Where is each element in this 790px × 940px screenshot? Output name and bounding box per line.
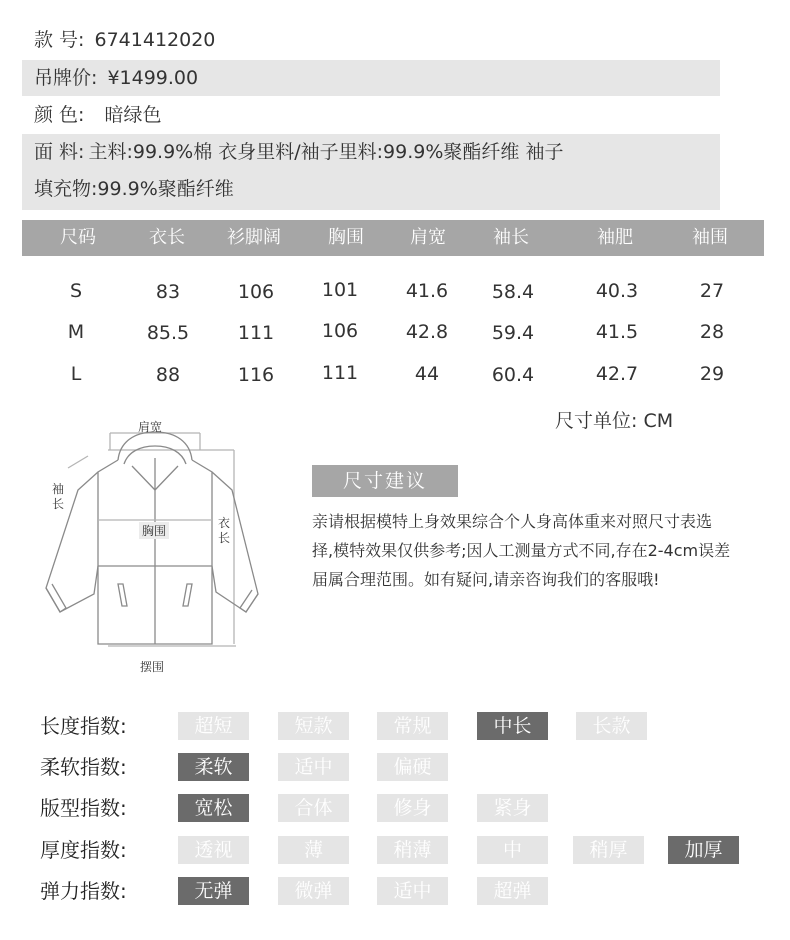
cell-m-shoulder: 42.8 bbox=[405, 321, 449, 343]
softness-option-medium: 适中 bbox=[278, 753, 349, 781]
length-option-short: 短款 bbox=[278, 712, 349, 740]
cell-s-chest: 101 bbox=[321, 279, 359, 301]
thickness-index-label: 厚度指数: bbox=[40, 838, 127, 862]
elasticity-option-high: 超弹 bbox=[477, 877, 548, 905]
price-label: 吊牌价: bbox=[34, 67, 98, 89]
diagram-shoulder-label: 肩宽 bbox=[138, 420, 163, 434]
cell-l-chest: 111 bbox=[321, 362, 359, 384]
elasticity-option-medium: 适中 bbox=[377, 877, 448, 905]
cell-l-length: 88 bbox=[155, 364, 181, 386]
thickness-option-thick: 加厚 bbox=[668, 836, 739, 864]
size-table-header bbox=[22, 220, 764, 256]
length-option-long: 长款 bbox=[576, 712, 647, 740]
thickness-option-medium: 中 bbox=[477, 836, 548, 864]
elasticity-option-slight: 微弹 bbox=[278, 877, 349, 905]
cell-m-hem: 111 bbox=[237, 322, 275, 344]
header-size: 尺码 bbox=[60, 227, 96, 248]
size-advice-title: 尺寸建议 bbox=[312, 465, 458, 497]
diagram-chest-label: 胸围 bbox=[139, 522, 169, 539]
thickness-option-thin: 薄 bbox=[278, 836, 349, 864]
style-number-value: 6741412020 bbox=[94, 29, 216, 51]
thickness-option-slightly-thin: 稍薄 bbox=[377, 836, 448, 864]
cell-s-size: S bbox=[69, 280, 83, 302]
header-sleeve-length: 袖长 bbox=[493, 227, 529, 248]
length-option-regular: 常规 bbox=[377, 712, 448, 740]
diagram-sleeve-label: 袖长 bbox=[52, 482, 65, 511]
color-label: 颜 色: bbox=[34, 104, 85, 126]
jacket-diagram bbox=[38, 416, 270, 680]
softness-index-label: 柔软指数: bbox=[40, 755, 127, 779]
fit-option-loose: 宽松 bbox=[178, 794, 249, 822]
color-row bbox=[22, 97, 720, 133]
softness-option-soft: 柔软 bbox=[178, 753, 249, 781]
style-number-label: 款 号: bbox=[34, 29, 85, 51]
header-chest: 胸围 bbox=[328, 227, 364, 248]
cell-l-hem: 116 bbox=[237, 364, 275, 386]
thickness-option-slightly-thick: 稍厚 bbox=[573, 836, 644, 864]
cell-m-sleeve-width: 41.5 bbox=[595, 321, 639, 343]
length-option-ultra-short: 超短 bbox=[178, 712, 249, 740]
cell-m-length: 85.5 bbox=[146, 322, 190, 344]
size-unit: 尺寸单位: CM bbox=[555, 410, 674, 432]
header-shoulder: 肩宽 bbox=[410, 227, 446, 248]
elasticity-index-label: 弹力指数: bbox=[40, 879, 127, 903]
fit-option-regular: 合体 bbox=[278, 794, 349, 822]
fit-index-label: 版型指数: bbox=[40, 796, 127, 820]
softness-option-hard: 偏硬 bbox=[377, 753, 448, 781]
fabric-value-1: 主料:99.9%棉 衣身里料/袖子里料:99.9%聚酯纤维 袖子 bbox=[88, 141, 564, 163]
header-hem-width: 衫脚阔 bbox=[227, 227, 281, 248]
cell-l-size: L bbox=[70, 363, 82, 385]
price-value: ¥1499.00 bbox=[107, 67, 199, 89]
cell-s-length: 83 bbox=[155, 281, 181, 303]
cell-m-size: M bbox=[67, 321, 85, 343]
fabric-row bbox=[22, 134, 720, 210]
cell-s-sleeve: 58.4 bbox=[491, 281, 535, 303]
cell-s-sleeve-width: 40.3 bbox=[595, 280, 639, 302]
cell-s-hem: 106 bbox=[237, 281, 275, 303]
fabric-label: 面 料: bbox=[34, 141, 85, 163]
fabric-value-2: 填充物:99.9%聚酯纤维 bbox=[34, 178, 234, 200]
header-sleeve-width: 袖肥 bbox=[597, 227, 633, 248]
cell-s-shoulder: 41.6 bbox=[405, 280, 449, 302]
fit-option-tight: 紧身 bbox=[477, 794, 548, 822]
elasticity-option-none: 无弹 bbox=[178, 877, 249, 905]
cell-s-cuff: 27 bbox=[699, 280, 725, 302]
fit-option-slim: 修身 bbox=[377, 794, 448, 822]
fabric-line-1 bbox=[34, 134, 720, 171]
cell-l-shoulder: 44 bbox=[414, 363, 440, 385]
price-row bbox=[22, 60, 720, 96]
size-advice-text: 亲请根据模特上身效果综合个人身高体重来对照尺寸表选择,模特效果仅供参考;因人工测量方式不同,存在2-4cm误差届属合理范围。如有疑问,请亲咨询我们的客服哦! bbox=[312, 512, 731, 589]
length-option-mid-long: 中长 bbox=[477, 712, 548, 740]
cell-m-cuff: 28 bbox=[699, 321, 725, 343]
length-index-label: 长度指数: bbox=[40, 714, 127, 738]
jacket-outline-icon bbox=[38, 416, 270, 680]
cell-m-sleeve: 59.4 bbox=[491, 322, 535, 344]
thickness-option-sheer: 透视 bbox=[178, 836, 249, 864]
header-length: 衣长 bbox=[149, 227, 185, 248]
color-value: 暗绿色 bbox=[104, 104, 162, 126]
diagram-hem-label: 摆围 bbox=[140, 660, 165, 674]
cell-l-cuff: 29 bbox=[699, 363, 725, 385]
cell-l-sleeve-width: 42.7 bbox=[595, 363, 639, 385]
cell-m-chest: 106 bbox=[321, 320, 359, 342]
style-number-row bbox=[22, 22, 720, 58]
diagram-length-label: 衣长 bbox=[218, 516, 231, 545]
header-cuff: 袖围 bbox=[692, 227, 728, 248]
cell-l-sleeve: 60.4 bbox=[491, 364, 535, 386]
